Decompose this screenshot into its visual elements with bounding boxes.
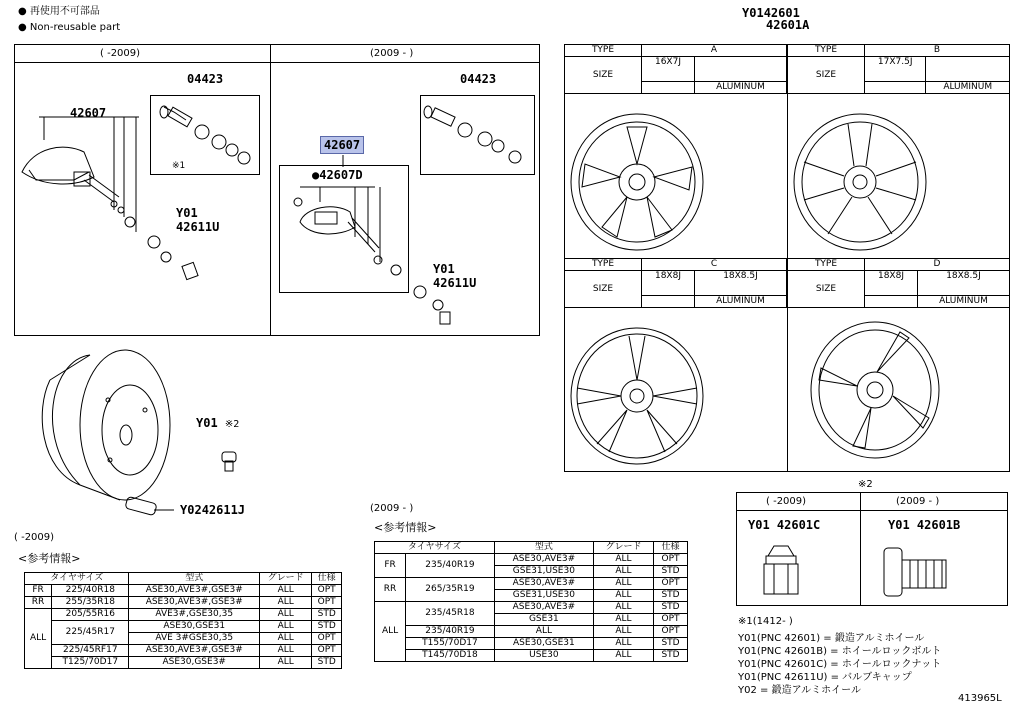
row-grade: ALL bbox=[593, 566, 653, 578]
wheel-spec-d bbox=[787, 258, 1010, 308]
row-grade: ALL bbox=[259, 645, 311, 657]
table-row bbox=[25, 657, 342, 669]
row-grade: ALL bbox=[259, 657, 311, 669]
wheel-spec-c bbox=[564, 258, 787, 308]
type-c: C bbox=[642, 259, 787, 271]
type-b: B bbox=[865, 45, 1010, 57]
row-model: ALL bbox=[494, 626, 593, 638]
row-model: GSE31 bbox=[494, 614, 593, 626]
lock-col2-period: (2009 - ) bbox=[896, 496, 940, 507]
part-42601b[interactable]: Y01 42601B bbox=[888, 518, 961, 532]
mid-table-heading: <参考情報> bbox=[374, 521, 437, 534]
y01-label-left[interactable]: Y01 bbox=[176, 206, 198, 220]
row-tire: T125/70D17 bbox=[52, 657, 129, 669]
row-model: AVE3#,GSE30,35 bbox=[129, 609, 259, 621]
row-grade: ALL bbox=[259, 621, 311, 633]
row-tire: 235/45R18 bbox=[406, 602, 495, 626]
row-spec: STD bbox=[654, 602, 688, 614]
part-42607-left[interactable]: 42607 bbox=[70, 106, 107, 120]
left-reference-table bbox=[24, 572, 342, 669]
y02-42611j[interactable]: Y0242611J bbox=[180, 503, 246, 517]
size-a: 16X7J bbox=[642, 57, 695, 82]
note-42601c: Y01(PNC 42601C) = ホイールロックナット bbox=[738, 659, 942, 670]
row-spec: STD bbox=[312, 609, 342, 621]
period-pre2009: ( -2009) bbox=[100, 48, 141, 59]
row-spec: OPT bbox=[312, 585, 342, 597]
row-grade: ALL bbox=[259, 585, 311, 597]
row-grade: ALL bbox=[593, 614, 653, 626]
row-spec: STD bbox=[654, 638, 688, 650]
size-c2: 18X8.5J bbox=[694, 271, 786, 296]
part-42611u-left[interactable]: 42611U bbox=[176, 220, 220, 234]
wheel-a-drawing bbox=[567, 112, 707, 252]
note-42601b: Y01(PNC 42601B) = ホイールロックボルト bbox=[738, 646, 942, 657]
lock-box-rule bbox=[736, 510, 1008, 511]
legend-nonreusable-jp: ● 再使用不可部品 bbox=[18, 6, 100, 17]
table-row bbox=[25, 621, 342, 633]
ref2-title: ※2 bbox=[858, 479, 873, 490]
row-spec: OPT bbox=[312, 633, 342, 645]
lock-nut-icon bbox=[756, 542, 816, 602]
material-a: ALUMINUM bbox=[694, 82, 786, 94]
col-header-spec: 仕様 bbox=[654, 542, 688, 554]
size-label: SIZE bbox=[565, 57, 642, 94]
valve-stem-icon bbox=[124, 494, 184, 524]
row-model: ASE30,GSE31 bbox=[494, 638, 593, 650]
type-d: D bbox=[865, 259, 1010, 271]
row-model: ASE30,AVE3#,GSE3# bbox=[129, 597, 259, 609]
table-row bbox=[25, 645, 342, 657]
row-model: ASE30,AVE3# bbox=[494, 578, 593, 590]
wheel-spec-a bbox=[564, 44, 787, 94]
part-42611u-right[interactable]: 42611U bbox=[433, 276, 477, 290]
row-tire: 265/35R19 bbox=[406, 578, 495, 602]
row-model: GSE31,USE30 bbox=[494, 590, 593, 602]
row-grade: ALL bbox=[593, 602, 653, 614]
col-header-spec: 仕様 bbox=[312, 573, 342, 585]
row-spec: OPT bbox=[654, 578, 688, 590]
wheel-spec-b bbox=[787, 44, 1010, 94]
row-model: ASE30,GSE31 bbox=[129, 621, 259, 633]
row-tire: 205/55R16 bbox=[52, 609, 129, 621]
row-model: AVE 3#GSE30,35 bbox=[129, 633, 259, 645]
size-c1: 18X8J bbox=[642, 271, 695, 296]
size-label: SIZE bbox=[788, 271, 865, 308]
top-y01-42601[interactable]: Y0142601 bbox=[742, 6, 800, 20]
type-label: TYPE bbox=[788, 259, 865, 271]
mid-reference-table bbox=[374, 541, 688, 662]
size-d1: 18X8J bbox=[865, 271, 918, 296]
y01-label-bolt[interactable]: Y01 ※2 bbox=[196, 416, 240, 430]
col-header-grade: グレード bbox=[259, 573, 311, 585]
material-b: ALUMINUM bbox=[926, 82, 1010, 94]
row-spec: OPT bbox=[654, 614, 688, 626]
size-d2: 18X8.5J bbox=[917, 271, 1009, 296]
left-table-heading: <参考情報> bbox=[18, 552, 81, 565]
row-pos-all: ALL bbox=[375, 602, 406, 662]
row-spec: OPT bbox=[312, 645, 342, 657]
row-grade: ALL bbox=[593, 578, 653, 590]
row-grade: ALL bbox=[593, 554, 653, 566]
row-model: ASE30,GSE3# bbox=[129, 657, 259, 669]
row-model: USE30 bbox=[494, 650, 593, 662]
table-row bbox=[375, 578, 688, 590]
row-spec: STD bbox=[312, 657, 342, 669]
tire-drawing bbox=[30, 340, 190, 510]
size-b: 17X7.5J bbox=[865, 57, 926, 82]
lock-bolt-detail-icon bbox=[876, 542, 956, 602]
col-header-grade: グレード bbox=[593, 542, 653, 554]
lock-bolt-icon bbox=[218, 448, 248, 478]
mid-table-period: (2009 - ) bbox=[370, 503, 414, 514]
type-label: TYPE bbox=[788, 45, 865, 57]
wheel-c-drawing bbox=[567, 326, 707, 466]
row-grade: ALL bbox=[259, 633, 311, 645]
row-grade: ALL bbox=[259, 597, 311, 609]
type-label: TYPE bbox=[565, 45, 642, 57]
row-grade: ALL bbox=[259, 609, 311, 621]
material-d: ALUMINUM bbox=[917, 296, 1009, 308]
row-grade: ALL bbox=[593, 626, 653, 638]
row-tire: 225/45R17 bbox=[52, 621, 129, 645]
left-table-period: ( -2009) bbox=[14, 532, 55, 543]
row-tire: 235/40R19 bbox=[406, 626, 495, 638]
row-tire: 255/35R18 bbox=[52, 597, 129, 609]
size-label: SIZE bbox=[788, 57, 865, 94]
note-42611u: Y01(PNC 42611U) = バルブキャップ bbox=[738, 672, 912, 683]
row-model: ASE30,AVE3#,GSE3# bbox=[129, 645, 259, 657]
col-header-tire: タイヤサイズ bbox=[375, 542, 495, 554]
size-label: SIZE bbox=[565, 271, 642, 308]
table-row bbox=[25, 609, 342, 621]
row-pos: RR bbox=[25, 597, 52, 609]
row-grade: ALL bbox=[593, 638, 653, 650]
y01-label-right[interactable]: Y01 bbox=[433, 262, 455, 276]
note-y02: Y02 = 鍛造アルミホイール bbox=[738, 685, 861, 696]
table-row bbox=[375, 602, 688, 614]
valve-sensor-drawing-right bbox=[280, 62, 540, 342]
type-label: TYPE bbox=[565, 259, 642, 271]
row-tire: T145/70D18 bbox=[406, 650, 495, 662]
part-04423-right[interactable]: 04423 bbox=[460, 72, 497, 86]
table-row bbox=[25, 597, 342, 609]
col-header-model: 型式 bbox=[129, 573, 259, 585]
row-pos-all: ALL bbox=[25, 609, 52, 669]
row-spec: STD bbox=[654, 650, 688, 662]
row-tire: 225/45RF17 bbox=[52, 645, 129, 657]
legend-nonreusable-en: ● Non-reusable part bbox=[18, 22, 121, 33]
row-spec: OPT bbox=[312, 597, 342, 609]
row-model: GSE31,USE30 bbox=[494, 566, 593, 578]
lock-box-divider bbox=[860, 492, 861, 606]
top-42601a[interactable]: 42601A bbox=[766, 18, 810, 32]
part-42607d[interactable]: ●42607D bbox=[312, 168, 363, 182]
part-42601c[interactable]: Y01 42601C bbox=[748, 518, 821, 532]
col-header-model: 型式 bbox=[494, 542, 593, 554]
lock-col1-period: ( -2009) bbox=[766, 496, 807, 507]
row-spec: STD bbox=[312, 621, 342, 633]
row-spec: STD bbox=[654, 566, 688, 578]
period-post2009: (2009 - ) bbox=[370, 48, 414, 59]
table-row bbox=[375, 638, 688, 650]
table-row bbox=[375, 626, 688, 638]
row-model: ASE30,AVE3#,GSE3# bbox=[129, 585, 259, 597]
table-row bbox=[25, 585, 342, 597]
row-model: ASE30,AVE3# bbox=[494, 602, 593, 614]
material-c: ALUMINUM bbox=[694, 296, 786, 308]
valve-sensor-drawing-left bbox=[14, 62, 284, 362]
row-spec: STD bbox=[654, 590, 688, 602]
note-42601: Y01(PNC 42601) = 鍛造アルミホイール bbox=[738, 633, 925, 644]
table-row bbox=[375, 650, 688, 662]
type-a: A bbox=[642, 45, 787, 57]
row-pos: FR bbox=[375, 554, 406, 578]
row-tire: T155/70D17 bbox=[406, 638, 495, 650]
row-grade: ALL bbox=[593, 650, 653, 662]
row-pos: RR bbox=[375, 578, 406, 602]
wheel-d-drawing bbox=[805, 320, 945, 460]
ref1-note: ※1(1412- ) bbox=[738, 616, 793, 627]
part-42607-right-highlight[interactable]: 42607 bbox=[320, 136, 364, 154]
part-04423-left[interactable]: 04423 bbox=[187, 72, 224, 86]
row-grade: ALL bbox=[593, 590, 653, 602]
row-model: ASE30,AVE3# bbox=[494, 554, 593, 566]
row-tire: 225/40R18 bbox=[52, 585, 129, 597]
table-row bbox=[375, 554, 688, 566]
ref1-mark: ※1 bbox=[172, 161, 186, 171]
row-tire: 235/40R19 bbox=[406, 554, 495, 578]
row-spec: OPT bbox=[654, 554, 688, 566]
figure-number: 413965L bbox=[958, 693, 1002, 704]
row-spec: OPT bbox=[654, 626, 688, 638]
col-header-tire: タイヤサイズ bbox=[25, 573, 129, 585]
wheel-b-drawing bbox=[790, 112, 930, 252]
row-pos: FR bbox=[25, 585, 52, 597]
